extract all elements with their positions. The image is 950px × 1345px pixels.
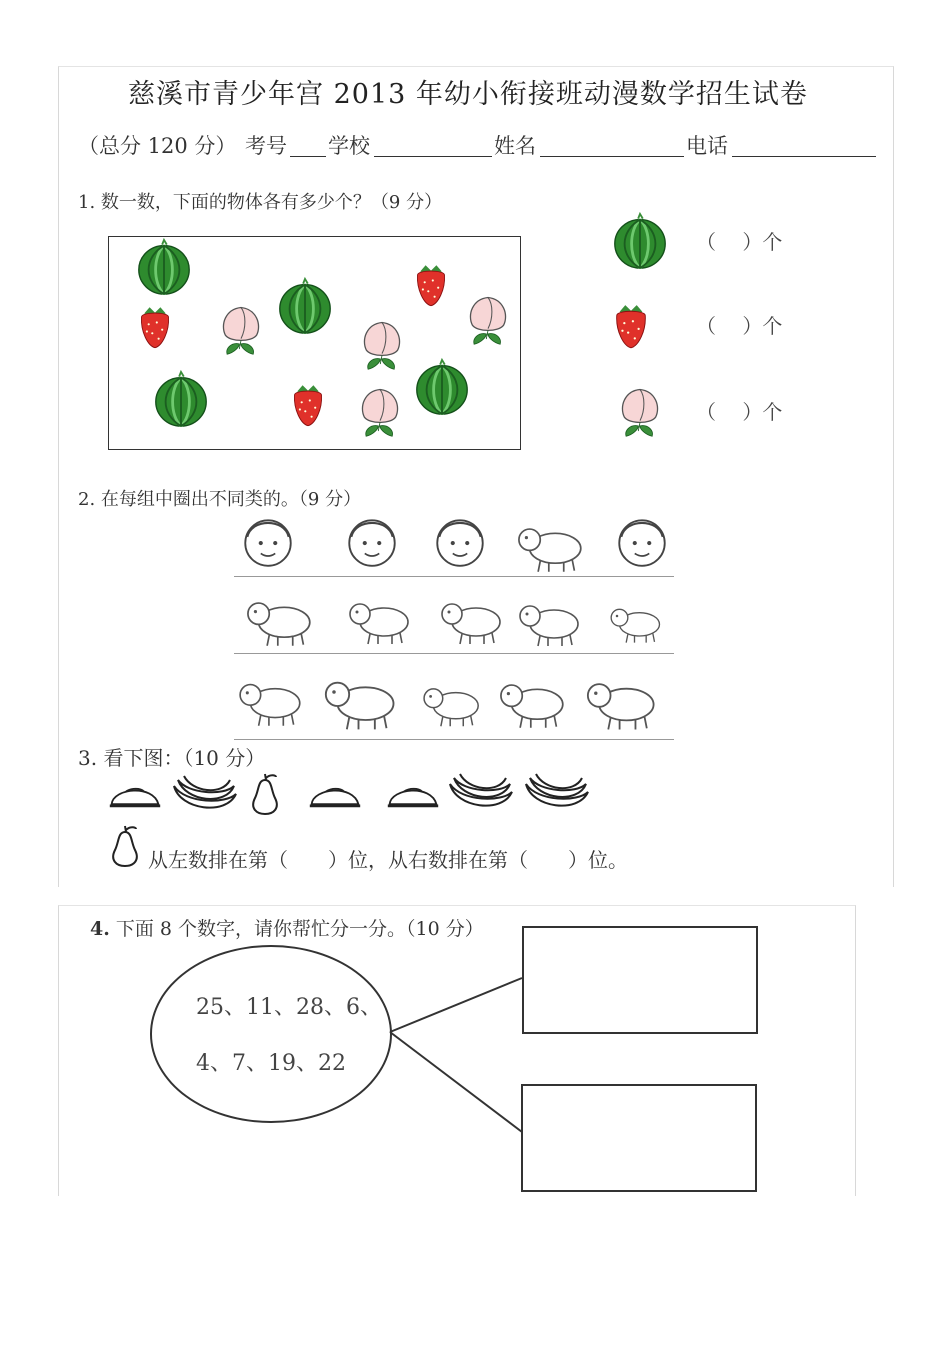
watermelon-icon bbox=[153, 368, 209, 430]
question-2: 2. 在每组中圈出不同类的。（9 分） bbox=[78, 489, 362, 510]
strawberry-icon bbox=[137, 304, 173, 350]
strawberry-icon bbox=[413, 262, 449, 308]
cow-icon[interactable] bbox=[576, 666, 670, 734]
peach-icon bbox=[614, 382, 666, 442]
numbers-oval bbox=[150, 945, 392, 1123]
question-4-text: 下面 8 个数字，请你帮忙分一分。（10 分） bbox=[115, 918, 484, 940]
girl-icon[interactable] bbox=[236, 510, 300, 572]
connector-lines bbox=[388, 970, 528, 1140]
strawberry-answer[interactable]: （ ）个 bbox=[696, 314, 783, 338]
question-4-number: 4. bbox=[90, 918, 110, 940]
total-score: （总分 120 分） bbox=[78, 134, 237, 158]
answer-box-1[interactable] bbox=[522, 926, 758, 1034]
bread-icon bbox=[108, 782, 162, 810]
squirrel-icon[interactable] bbox=[336, 588, 426, 648]
watermelon-icon bbox=[612, 210, 668, 272]
bread-icon bbox=[308, 782, 362, 810]
boy-icon[interactable] bbox=[428, 510, 492, 572]
question-3-sentence[interactable]: 从左数排在第（ ）位，从右数排在第（ ）位。 bbox=[148, 848, 628, 872]
school-label: 学校 bbox=[328, 134, 370, 158]
watermelon-icon bbox=[414, 356, 470, 418]
exam-no-field[interactable] bbox=[290, 156, 326, 157]
row-divider bbox=[234, 739, 674, 740]
peach-answer[interactable]: （ ）个 bbox=[696, 400, 783, 424]
row-divider bbox=[234, 653, 674, 654]
fish-icon[interactable] bbox=[600, 596, 674, 646]
name-label: 姓名 bbox=[494, 134, 536, 158]
exam-no-label: 考号 bbox=[245, 134, 287, 158]
exam-title: 慈溪市青少年宫 2013 年幼小衔接班动漫数学招生试卷 bbox=[128, 79, 808, 110]
school-field[interactable] bbox=[374, 156, 492, 157]
rooster-icon[interactable] bbox=[320, 664, 404, 734]
watermelon-icon bbox=[277, 275, 333, 337]
watermelon-answer[interactable]: （ ）个 bbox=[696, 230, 783, 254]
numbers-line-1: 25、11、28、6、 bbox=[196, 995, 382, 1020]
banana-icon bbox=[170, 774, 240, 818]
banana-icon bbox=[522, 772, 592, 816]
bear-icon[interactable] bbox=[438, 588, 508, 648]
dog-icon[interactable] bbox=[514, 512, 590, 576]
peach-icon bbox=[354, 382, 406, 442]
peach-icon bbox=[356, 315, 408, 375]
pear-icon bbox=[248, 772, 282, 816]
question-3: 3. 看下图：（10 分） bbox=[78, 746, 266, 770]
deer-icon[interactable] bbox=[516, 590, 586, 650]
row-divider bbox=[234, 576, 674, 577]
peach-icon bbox=[462, 290, 514, 350]
numbers-line-2: 4、7、19、22 bbox=[196, 1051, 346, 1076]
banana-icon bbox=[446, 772, 516, 816]
boy-icon[interactable] bbox=[340, 510, 404, 572]
girl-icon[interactable] bbox=[610, 510, 674, 572]
question-1: 1. 数一数，下面的物体各有多少个？（9 分） bbox=[78, 192, 443, 213]
name-field[interactable] bbox=[540, 156, 684, 157]
bread-icon bbox=[386, 782, 440, 810]
pig-icon[interactable] bbox=[410, 674, 496, 730]
peach-icon bbox=[215, 300, 267, 360]
strawberry-icon bbox=[290, 382, 326, 428]
question-4 bbox=[90, 914, 484, 941]
strawberry-icon bbox=[612, 302, 650, 350]
sheep-icon[interactable] bbox=[236, 586, 326, 650]
cat-icon[interactable] bbox=[236, 664, 308, 734]
pear-icon bbox=[108, 824, 142, 868]
rabbit-icon[interactable] bbox=[496, 668, 572, 732]
answer-box-2[interactable] bbox=[521, 1084, 757, 1192]
phone-field[interactable] bbox=[732, 156, 876, 157]
watermelon-icon bbox=[136, 236, 192, 298]
phone-label: 电话 bbox=[686, 134, 728, 158]
